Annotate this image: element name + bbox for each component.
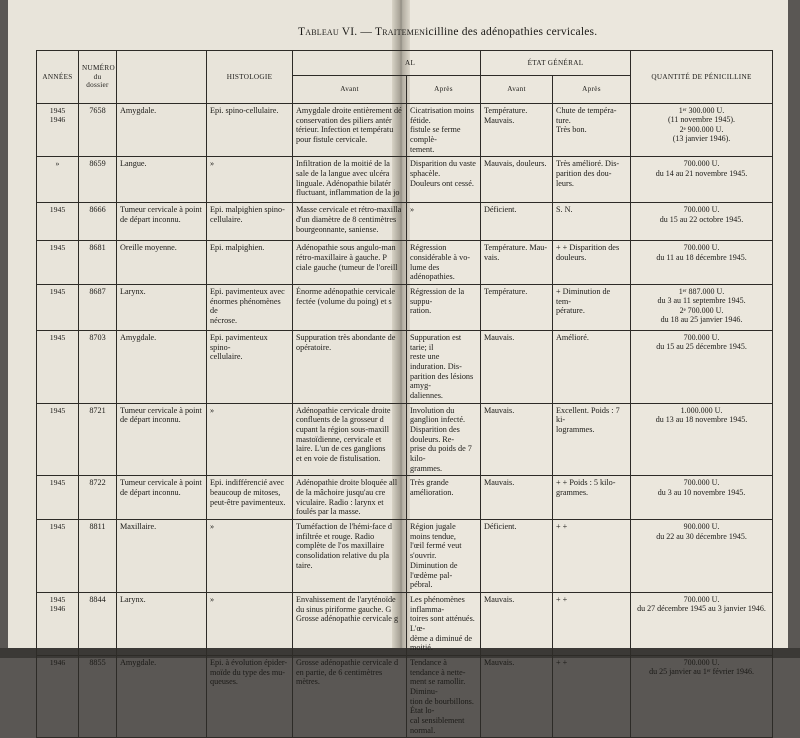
cell-etat-apres: + + Disparition des douleurs.: [553, 241, 631, 285]
cell-local-apres: Régression considérable à vo- lume des adénopathies.: [407, 241, 481, 285]
table-row: [37, 476, 773, 520]
cell-etat-apres: Excellent. Poids : 7 ki- logrammes.: [553, 403, 631, 476]
cell-dossier-number: 8666: [79, 203, 117, 241]
cell-year: 1946: [37, 655, 79, 737]
col-header-annees: ANNÉES: [37, 51, 79, 104]
cell-localisation: Langue.: [117, 157, 207, 203]
col-header-avant: Avant: [293, 76, 407, 104]
col-header-histologie: HISTOLOGIE: [207, 51, 293, 104]
table-row: [37, 203, 773, 241]
cell-etat-avant: Mauvais, douleurs.: [481, 157, 553, 203]
cell-dossier-number: 7658: [79, 104, 117, 157]
cell-dossier-number: 8681: [79, 241, 117, 285]
table-title-suffix: icilline des adénopathies cervicales.: [425, 26, 598, 38]
cell-local-avant: Adénopathie droite bloquée all de la mâchoire jusqu'au cre viculaire. Radio : larynx et foulés par la masse.: [293, 476, 407, 520]
cell-etat-avant: Mauvais.: [481, 403, 553, 476]
cell-year: 1945 1946: [37, 592, 79, 655]
cell-year: »: [37, 157, 79, 203]
cell-year: 1945: [37, 331, 79, 404]
cell-localisation: Tumeur cervicale à point de départ inconnu.: [117, 203, 207, 241]
cell-histologie: Epi. spino-cellulaire.: [207, 104, 293, 157]
cell-etat-apres: Chute de tempéra- ture. Très bon.: [553, 104, 631, 157]
cell-histologie: »: [207, 520, 293, 593]
cell-quantite: 900.000 U. du 22 au 30 décembre 1945.: [631, 520, 773, 593]
cell-local-apres: Régression de la suppu- ration.: [407, 285, 481, 331]
cell-etat-avant: Température. Mau- vais.: [481, 241, 553, 285]
cell-localisation: Amygdale.: [117, 104, 207, 157]
cell-localisation: Tumeur cervicale à point de départ inconnu.: [117, 476, 207, 520]
cell-etat-avant: Déficient.: [481, 520, 553, 593]
cell-local-avant: Masse cervicale et rétro-maxilla d'un diamètre de 8 centimètres bourgeonnante, saniense.: [293, 203, 407, 241]
cell-etat-apres: Amélioré.: [553, 331, 631, 404]
cell-quantite: 700.000 U. du 11 au 18 décembre 1945.: [631, 241, 773, 285]
cell-localisation: Oreille moyenne.: [117, 241, 207, 285]
cell-localisation: Amygdale.: [117, 655, 207, 737]
cell-dossier-number: 8811: [79, 520, 117, 593]
cell-dossier-number: 8844: [79, 592, 117, 655]
table-row: [37, 331, 773, 404]
penicillin-treatment-table: [36, 50, 773, 738]
cell-etat-apres: + +: [553, 592, 631, 655]
cell-histologie: Epi. pavimenteux avec énormes phénomènes de nécrose.: [207, 285, 293, 331]
cell-etat-apres: S. N.: [553, 203, 631, 241]
col-header-localisation: [117, 51, 207, 104]
cell-etat-apres: + +: [553, 520, 631, 593]
cell-etat-avant: Mauvais.: [481, 592, 553, 655]
cell-dossier-number: 8703: [79, 331, 117, 404]
cell-year: 1945: [37, 403, 79, 476]
cell-local-apres: Les phénomènes inflamma- toires sont atténués. L'œ- dème a diminué de moitié.: [407, 592, 481, 655]
cell-localisation: Maxillaire.: [117, 520, 207, 593]
cell-quantite: 700.000 U. du 15 au 25 décembre 1945.: [631, 331, 773, 404]
col-header-numero: NUMÉRO du dossier: [79, 51, 117, 104]
cell-local-avant: Adénopathie cervicale droite confluents de la grosseur d cupant la région sous-maxill mastoïdienne, cervicale et laire. L'un de ces ganglions et en voie de fistulisation.: [293, 403, 407, 476]
col-header-apres: Après: [407, 76, 481, 104]
table-row: [37, 157, 773, 203]
cell-histologie: »: [207, 403, 293, 476]
cell-etat-avant: Mauvais.: [481, 655, 553, 737]
cell-local-avant: Infiltration de la moitié de la sale de la langue avec ulcéra linguale. Adénopathie bilatér fluctuant, inflammation de la jo: [293, 157, 407, 203]
cell-histologie: »: [207, 157, 293, 203]
table-row: [37, 285, 773, 331]
cell-local-apres: Suppuration est tarie; il reste une induration. Dis- parition des lésions amyg- daliennes.: [407, 331, 481, 404]
col-header-eg-avant: Avant: [481, 76, 553, 104]
table-body: [37, 104, 773, 738]
cell-localisation: Tumeur cervicale à point de départ inconnu.: [117, 403, 207, 476]
cell-local-avant: Adénopathie sous angulo-man rétro-maxillaire à gauche. P ciale gauche (tumeur de l'oreill: [293, 241, 407, 285]
cell-quantite: 700.000 U. du 15 au 22 octobre 1945.: [631, 203, 773, 241]
cell-histologie: Epi. malpighien spino- cellulaire.: [207, 203, 293, 241]
cell-histologie: Epi. indifférencié avec beaucoup de mitoses, peut-être pavimenteux.: [207, 476, 293, 520]
cell-histologie: Epi. à évolution épider- moïde du type des mu- queuses.: [207, 655, 293, 737]
cell-etat-apres: + +: [553, 655, 631, 737]
cell-dossier-number: 8722: [79, 476, 117, 520]
cell-local-apres: Cicatrisation moins fétide. fistule se ferme complè- tement.: [407, 104, 481, 157]
table-row: [37, 241, 773, 285]
cell-quantite: 1ᵉʳ 887.000 U. du 3 au 11 septembre 1945. 2ᵉ 700.000 U. du 18 au 25 janvier 1946.: [631, 285, 773, 331]
cell-local-apres: »: [407, 203, 481, 241]
cell-histologie: Epi. malpighien.: [207, 241, 293, 285]
cell-local-avant: Énorme adénopathie cervicale fectée (volume du poing) et s: [293, 285, 407, 331]
cell-etat-avant: Mauvais.: [481, 331, 553, 404]
cell-year: 1945: [37, 203, 79, 241]
cell-local-avant: Tuméfaction de l'hémi-face d infiltrée et rouge. Radio complète de l'os maxillaire consolidation relative du pla taire.: [293, 520, 407, 593]
cell-quantite: 1ᵉʳ 300.000 U. (11 novembre 1945). 2ᵉ 900.000 U. (13 janvier 1946).: [631, 104, 773, 157]
table-title: [298, 26, 597, 38]
cell-etat-apres: + + Poids : 5 kilo- grammes.: [553, 476, 631, 520]
cell-etat-avant: Température.: [481, 285, 553, 331]
col-header-etat-general: ÉTAT GÉNÉRAL: [481, 51, 631, 76]
cell-dossier-number: 8855: [79, 655, 117, 737]
cell-local-avant: Grosse adénopathie cervicale d en partie, de 6 centimètres mètres.: [293, 655, 407, 737]
header-row-top: [37, 51, 773, 76]
table-row: [37, 403, 773, 476]
cell-local-apres: Tendance à tendance à nette- ment se ramollir. Diminu- tion de bourbillons. État lo- cal sensiblement normal.: [407, 655, 481, 737]
table-row: [37, 104, 773, 157]
col-header-eg-apres: Après: [553, 76, 631, 104]
cell-year: 1945: [37, 285, 79, 331]
cell-dossier-number: 8659: [79, 157, 117, 203]
cell-quantite: 1.000.000 U. du 13 au 18 novembre 1945.: [631, 403, 773, 476]
cell-localisation: Amygdale.: [117, 331, 207, 404]
table-row: [37, 520, 773, 593]
cell-year: 1945: [37, 241, 79, 285]
cell-local-apres: Région jugale moins tendue, l'œil fermé veut s'ouvrir. Diminution de l'œdème pal- pébral.: [407, 520, 481, 593]
cell-quantite: 700.000 U. du 14 au 21 novembre 1945.: [631, 157, 773, 203]
cell-etat-avant: Température. Mauvais.: [481, 104, 553, 157]
cell-local-apres: Disparition du vaste sphacèle. Douleurs ont cessé.: [407, 157, 481, 203]
cell-year: 1945 1946: [37, 104, 79, 157]
cell-etat-apres: Très amélioré. Dis- parition des dou- leurs.: [553, 157, 631, 203]
table-row: [37, 592, 773, 655]
cell-local-avant: Amygdale droite entièrement dé conservation des piliers antér térieur. Infection et températu pour fistule cervicale.: [293, 104, 407, 157]
cell-etat-avant: Déficient.: [481, 203, 553, 241]
cell-quantite: 700.000 U. du 27 décembre 1945 au 3 janvier 1946.: [631, 592, 773, 655]
cell-local-avant: Envahissement de l'aryténoïde du sinus piriforme gauche. G Grosse adénopathie cervicale g: [293, 592, 407, 655]
cell-local-apres: Très grande amélioration.: [407, 476, 481, 520]
col-header-quantite: QUANTITÉ DE PÉNICILLINE: [631, 51, 773, 104]
cell-histologie: »: [207, 592, 293, 655]
cell-local-apres: Involution du ganglion infecté. Disparition des douleurs. Re- prise du poids de 7 kilo- grammes.: [407, 403, 481, 476]
cell-dossier-number: 8721: [79, 403, 117, 476]
table-title-prefix: Tableau VI. — Traitemen: [298, 26, 426, 38]
cell-localisation: Larynx.: [117, 592, 207, 655]
cell-etat-avant: Mauvais.: [481, 476, 553, 520]
cell-local-avant: Suppuration très abondante de opératoire.: [293, 331, 407, 404]
table-row: [37, 655, 773, 737]
cell-histologie: Epi. pavimenteux spino- cellulaire.: [207, 331, 293, 404]
cell-etat-apres: + Diminution de tem- pérature.: [553, 285, 631, 331]
cell-year: 1945: [37, 520, 79, 593]
cell-quantite: 700.000 U. du 3 au 10 novembre 1945.: [631, 476, 773, 520]
cell-quantite: 700.000 U. du 25 janvier au 1ᵉʳ février 1946.: [631, 655, 773, 737]
cell-localisation: Larynx.: [117, 285, 207, 331]
col-header-local: AL: [293, 51, 481, 76]
cell-year: 1945: [37, 476, 79, 520]
cell-dossier-number: 8687: [79, 285, 117, 331]
